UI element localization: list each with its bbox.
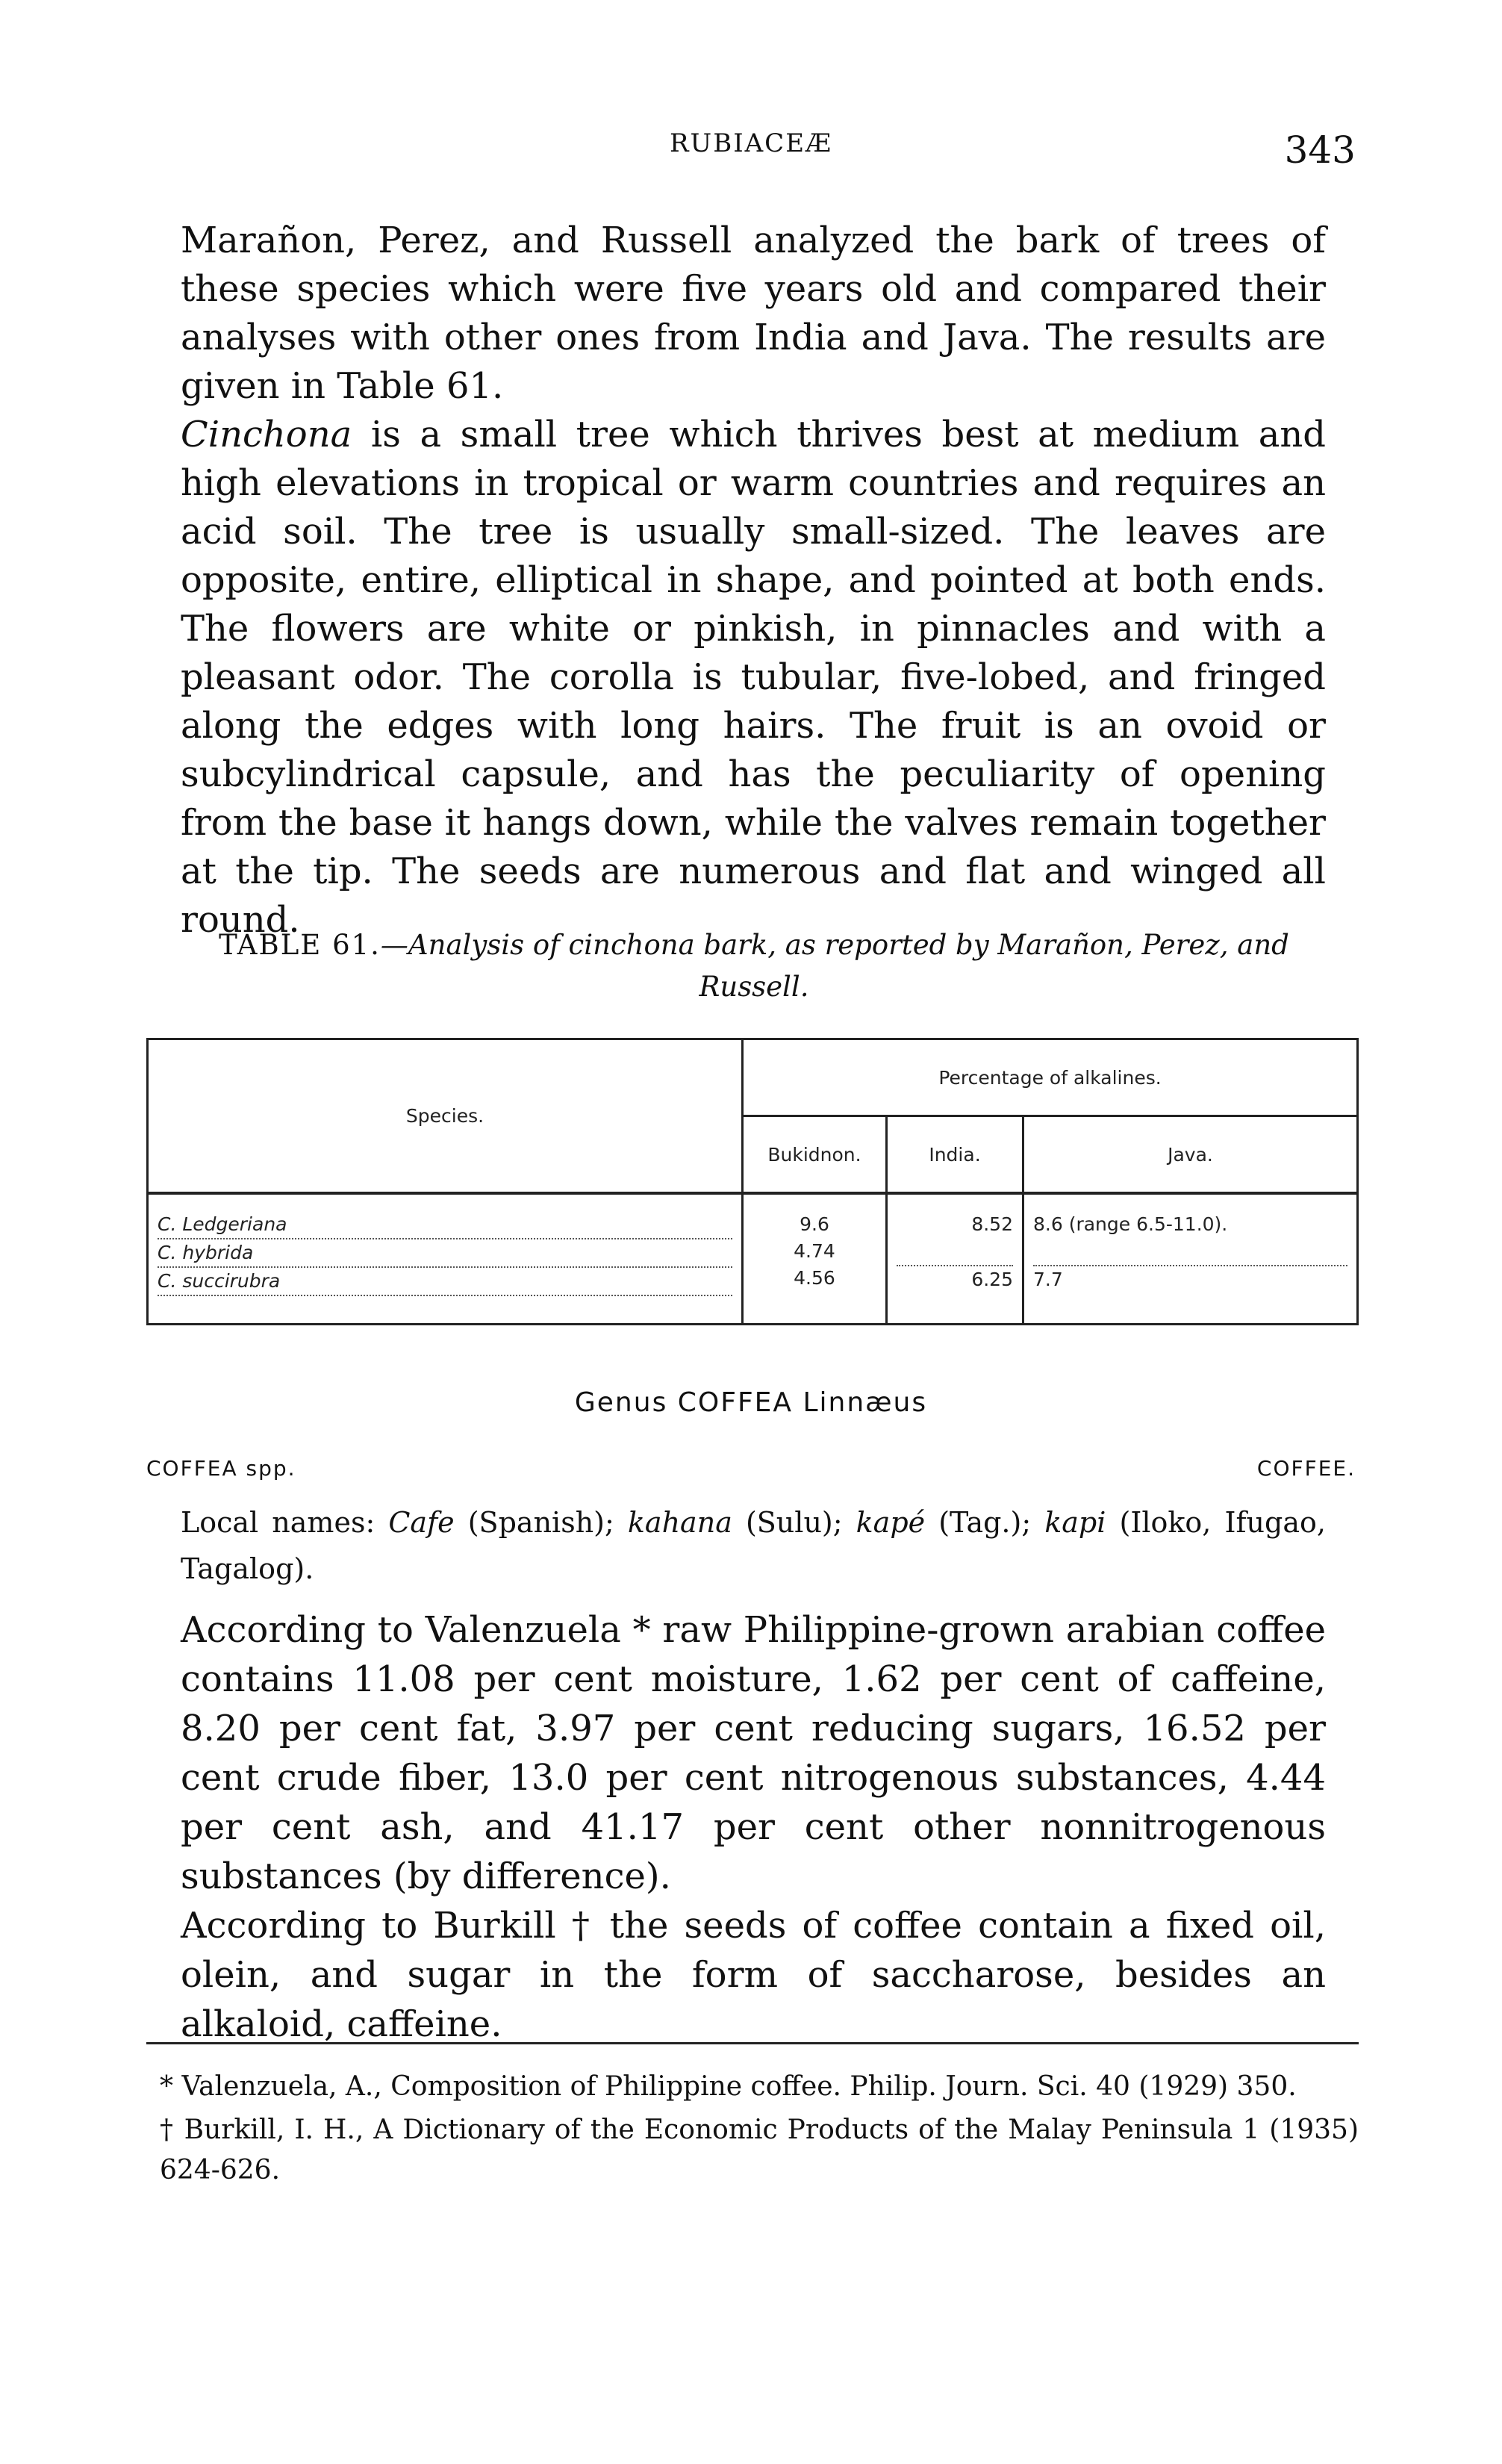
value: 4.56 [794, 1267, 835, 1289]
species-cell [148, 1193, 743, 1325]
running-title: RUBIACEÆ [669, 128, 833, 158]
genus-heading: Genus COFFEA Linnæus [574, 1387, 928, 1418]
table-caption-lead: TABLE 61. [219, 929, 381, 961]
page-number: 343 [1284, 128, 1356, 172]
coffee-text [181, 1605, 1326, 2049]
bukidnon-cell [743, 1193, 887, 1325]
value [897, 1238, 1013, 1266]
table-row: C. Ledgeriana [158, 1211, 732, 1239]
value: 4.74 [794, 1240, 835, 1262]
footnotes [160, 2067, 1359, 2191]
species-header: Species. [148, 1039, 743, 1194]
column-header-java: Java. [1023, 1116, 1358, 1194]
paragraph: According to Valenzuela * raw Philippine-grown arabian coffee contains 11.08 per cent moisture, 1.62 per cent of caffeine, 8.20 per cent fat, 3.97 per cent reducing sugars, 16.52 per cent crude fiber, 13.0 per cent nitrogenous substances, 4.44 per cent ash, and 41.17 per cent other nonnitrogenous substances (by difference). [181, 1609, 1326, 1897]
india-cell [887, 1193, 1023, 1325]
table-row: C. hybrida [158, 1239, 732, 1268]
value: 7.7 [1033, 1269, 1063, 1290]
column-header-bukidnon: Bukidnon. [743, 1116, 887, 1194]
paragraph: Marañon, Perez, and Russell analyzed the bark of trees of these species which were five years old and compared their analyses with other ones from India and Java. The results are given in Table 61. [181, 220, 1326, 407]
footnote-divider [146, 2042, 1359, 2044]
intro-text [181, 217, 1326, 945]
percentage-header: Percentage of alkalines. [743, 1039, 1358, 1116]
table-body-row [148, 1193, 1358, 1325]
entry-name: COFFEA spp. [146, 1456, 296, 1481]
table-header-row [148, 1039, 1358, 1116]
footnote: † Burkill, I. H., A Dictionary of the Economic Products of the Malay Peninsula 1 (1935) 624-626. [160, 2115, 1359, 2185]
value [1033, 1238, 1347, 1266]
value: 9.6 [800, 1213, 829, 1235]
java-cell [1023, 1193, 1358, 1325]
value: 6.25 [971, 1269, 1013, 1290]
local-names: Local names: Cafe (Spanish); kahana (Sulu); kapé (Tag.); kapi (Iloko, Ifugao, Tagalog). [181, 1506, 1326, 1585]
paragraph-cinchona: Cinchona is a small tree which thrives best at medium and high elevations in tropical or warm countries and requires an acid soil. The tree is usually small-sized. The leaves are opposite, entire, elliptical in shape, and pointed at both ends. The flowers are white or pinkish, in pinnacles and with a pleasant odor. The corolla is tubular, five-lobed, and fringed along the edges with long hairs. The fruit is an ovoid or subcylindrical capsule, and has the peculiarity of opening from the base it hangs down, while the valves remain together at the tip. The seeds are numerous and flat and winged all round. [181, 414, 1326, 941]
entry-common-name: COFFEE. [1256, 1456, 1356, 1481]
table-caption [179, 924, 1329, 1008]
value: 8.6 (range 6.5-11.0). [1033, 1213, 1228, 1235]
column-header-india: India. [887, 1116, 1023, 1194]
value: 8.52 [971, 1213, 1013, 1235]
analysis-table [146, 1038, 1359, 1325]
table-row: C. succirubra [158, 1268, 732, 1296]
paragraph: According to Burkill † the seeds of coffee contain a fixed oil, olein, and sugar in the form of saccharose, besides an alkaloid, caffeine. [181, 1905, 1326, 2045]
footnote: * Valenzuela, A., Composition of Philippine coffee. Philip. Journ. Sci. 40 (1929) 350. [160, 2071, 1297, 2102]
table-caption-text: —Analysis of cinchona bark, as reported by Marañon, Perez, and Russell. [380, 929, 1289, 1003]
